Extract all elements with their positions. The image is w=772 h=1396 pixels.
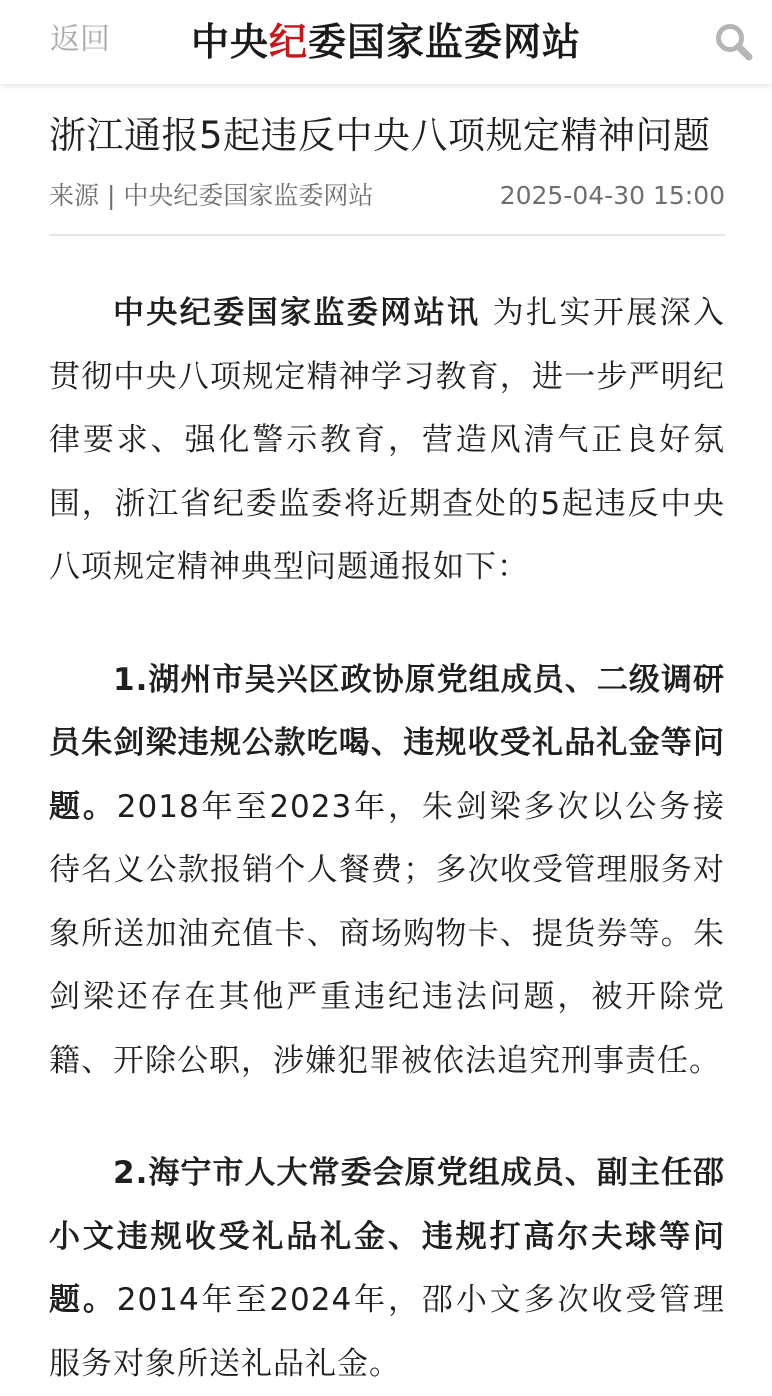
paragraph-lead: 2.海宁市人大常委会原党组成员、副主任邵小文违规收受礼品礼金、违规打高尔夫球等问题。 xyxy=(49,1155,725,1318)
back-button[interactable]: 返回 xyxy=(50,22,110,57)
site-title-part1: 中央 xyxy=(190,19,269,64)
search-icon xyxy=(712,20,756,64)
site-title xyxy=(0,18,772,66)
article-source: 来源 | 中央纪委国家监委网站 xyxy=(49,181,374,210)
paragraph-text: 2018年至2023年，朱剑梁多次以公务接待名义公款报销个人餐费；多次收受管理服务对象所送加油充值卡、商场购物卡、提货券等。朱剑梁还存在其他严重违纪违法问题，被开除党籍、开除公职，涉嫌犯罪被依法追究刑事责任。 xyxy=(49,788,725,1079)
paragraph-lead: 中央纪委国家监委网站讯 xyxy=(113,295,481,331)
article-title: 浙江通报5起违反中央八项规定精神问题 xyxy=(49,114,711,157)
paragraph-text: 为扎实开展深入贯彻中央八项规定精神学习教育，进一步严明纪律要求、强化警示教育，营造风清气正良好氛围，浙江省纪委监委将近期查处的5起违反中央八项规定精神典型问题通报如下： xyxy=(49,295,726,585)
article-meta xyxy=(49,180,725,212)
article-paragraph xyxy=(49,649,725,1094)
paragraph-text: 2014年至2024年，邵小文多次收受管理服务对象所送礼品礼金。 xyxy=(49,1282,725,1382)
site-title-accent: 纪 xyxy=(268,19,308,64)
top-bar xyxy=(0,0,772,84)
article-paragraph xyxy=(49,1142,725,1396)
paragraph-lead: 1.湖州市吴兴区政协原党组成员、二级调研员朱剑梁违规公款吃喝、违规收受礼品礼金等问题。 xyxy=(49,661,725,825)
search-button[interactable] xyxy=(712,20,756,64)
divider xyxy=(49,234,725,236)
article-paragraph xyxy=(49,282,725,600)
article-datetime: 2025-04-30 15:00 xyxy=(499,181,725,210)
site-title-part2: 委国家监委网站 xyxy=(308,19,582,64)
article xyxy=(49,84,725,1396)
